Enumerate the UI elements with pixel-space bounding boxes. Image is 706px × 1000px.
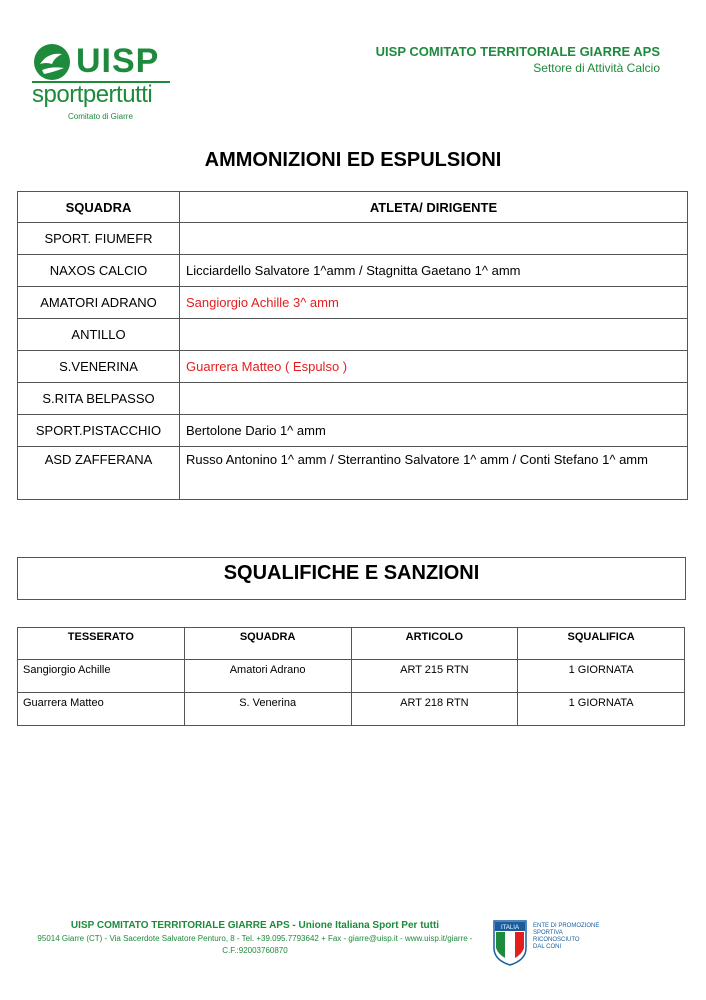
uisp-runner-icon (32, 42, 72, 82)
squalifiche-table (17, 627, 685, 726)
logo-sport-text: sportpertutti (32, 81, 153, 108)
footer-org: UISP COMITATO TERRITORIALE GIARRE APS - Unione Italiana Sport Per tutti (70, 920, 440, 931)
articolo-cell: ART 218 RTN (351, 693, 518, 726)
athletes-cell (180, 383, 688, 415)
table-header-row (18, 192, 688, 223)
table-row (18, 319, 688, 351)
coni-line-1: ENTE DI PROMOZIONE (533, 923, 600, 929)
footer-address: 95014 Giarre (CT) - Via Sacerdote Salvatore Penturo, 8 - Tel. +39.095.7793642 + Fax - giarre@uisp.it - www.uisp.it/giarre - C.F.:92003760870 (37, 934, 473, 955)
athletes-cell (180, 223, 688, 255)
italia-shield-icon (493, 920, 527, 966)
header-squadra: SQUADRA (18, 192, 180, 223)
org-sector: Settore di Attività Calcio (533, 61, 660, 75)
table-row (18, 693, 685, 726)
athletes-cell: Bertolone Dario 1^ amm (180, 415, 688, 447)
squalifica-cell: 1 GIORNATA (518, 693, 685, 726)
page-footer (30, 920, 480, 957)
table-row (18, 383, 688, 415)
uisp-logo (30, 40, 175, 126)
team-cell: ANTILLO (18, 319, 180, 351)
team-cell: S.VENERINA (18, 351, 180, 383)
coni-line-2: SPORTIVA (533, 930, 563, 936)
tesserato-cell: Guarrera Matteo (18, 693, 185, 726)
header-articolo: ARTICOLO (351, 628, 518, 660)
header-atleta: ATLETA/ DIRIGENTE (180, 192, 688, 223)
coni-badge (493, 920, 613, 968)
coni-text (533, 923, 599, 951)
section-box-squalifiche (17, 557, 686, 600)
table-row (18, 660, 685, 693)
coni-line-3: RICONOSCIUTO (533, 937, 580, 943)
team-cell: AMATORI ADRANO (18, 287, 180, 319)
table-header-row (18, 628, 685, 660)
table-row (18, 287, 688, 319)
athletes-cell: Russo Antonino 1^ amm / Sterrantino Salvatore 1^ amm / Conti Stefano 1^ amm (180, 447, 688, 500)
org-header (376, 44, 660, 75)
athletes-cell (180, 319, 688, 351)
header-squadra: SQUADRA (184, 628, 351, 660)
athletes-cell: Licciardello Salvatore 1^amm / Stagnitta Gaetano 1^ amm (180, 255, 688, 287)
squalifica-cell: 1 GIORNATA (518, 660, 685, 693)
table-row (18, 351, 688, 383)
athletes-cell: Guarrera Matteo ( Espulso ) (180, 351, 688, 383)
articolo-cell: ART 215 RTN (351, 660, 518, 693)
table-row (18, 415, 688, 447)
squadra-cell: S. Venerina (184, 693, 351, 726)
table-row (18, 255, 688, 287)
logo-uisp-text: UISP (76, 42, 160, 80)
section-title-ammonizioni: AMMONIZIONI ED ESPULSIONI (204, 149, 502, 171)
section-title-squalifiche: SQUALIFICHE E SANZIONI (223, 562, 480, 584)
logo-subtitle: Comitato di Giarre (68, 112, 133, 121)
team-cell: SPORT.PISTACCHIO (18, 415, 180, 447)
header-squalifica: SQUALIFICA (518, 628, 685, 660)
tesserato-cell: Sangiorgio Achille (18, 660, 185, 693)
team-cell: NAXOS CALCIO (18, 255, 180, 287)
org-name: UISP COMITATO TERRITORIALE GIARRE APS (375, 44, 660, 59)
team-cell: ASD ZAFFERANA (18, 447, 180, 500)
coni-line-4: DAL CONI (533, 944, 562, 950)
italia-label: ITALIA (501, 925, 519, 931)
team-cell: SPORT. FIUMEFR (18, 223, 180, 255)
header-tesserato: TESSERATO (18, 628, 185, 660)
athletes-cell: Sangiorgio Achille 3^ amm (180, 287, 688, 319)
table-row (18, 447, 688, 500)
squadra-cell: Amatori Adrano (184, 660, 351, 693)
ammonizioni-table (17, 191, 688, 500)
table-row (18, 223, 688, 255)
team-cell: S.RITA BELPASSO (18, 383, 180, 415)
